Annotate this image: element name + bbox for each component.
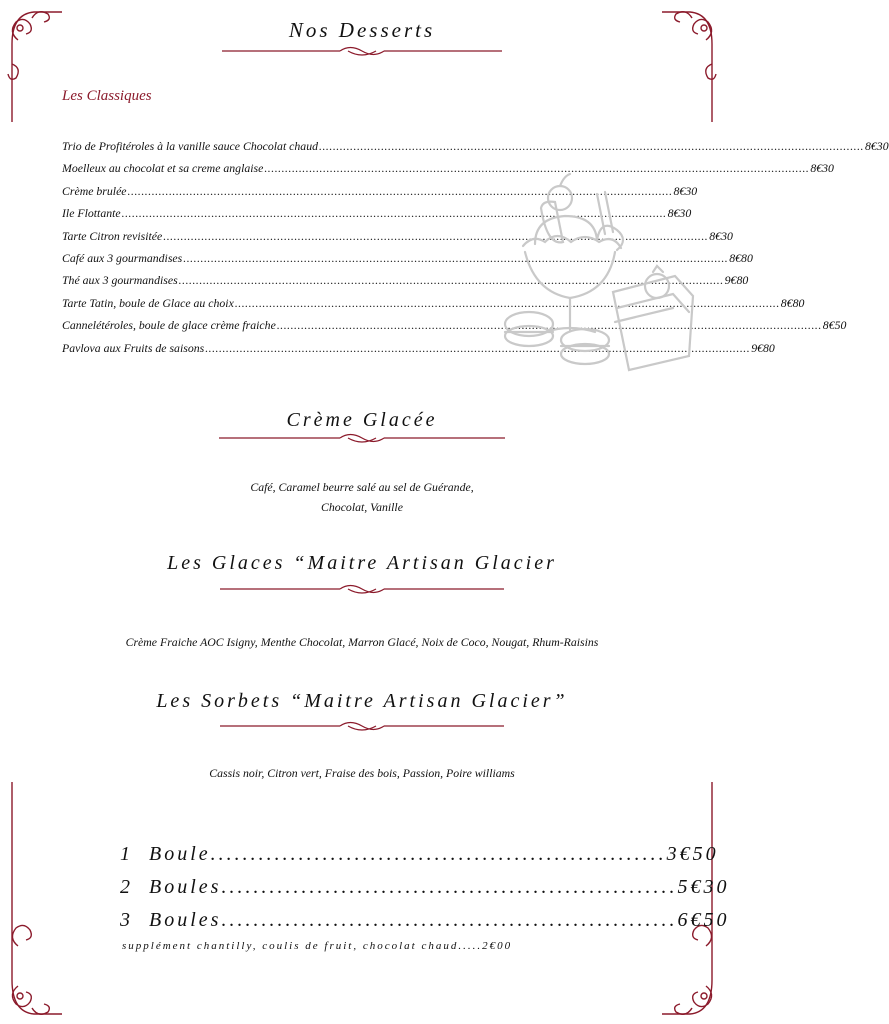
price-row: 1 Boule ......................................................... 3€50 bbox=[120, 843, 719, 865]
menu-item: Pavlova aux Fruits de saisons ..... 9€80 bbox=[62, 337, 494, 359]
sorbets-flavors: Cassis noir, Citron vert, Fraise des bois, Passion, Poire williams bbox=[209, 766, 515, 780]
creme-glacee-divider bbox=[219, 431, 505, 445]
menu-item: Crème brulée ..... 8€30 bbox=[62, 180, 494, 202]
menu-item: Trio de Profitéroles à la vanille sauce Chocolat chaud ..... 8€30 bbox=[62, 135, 494, 157]
glaces-flavors: Crème Fraiche AOC Isigny, Menthe Chocolat, Marron Glacé, Noix de Coco, Nougat, Rhum-Raisins bbox=[125, 635, 599, 649]
price-row: 2 Boules ......................................................... 5€30 bbox=[120, 876, 730, 898]
ornament-bottom-left bbox=[4, 780, 64, 1020]
page-title: Nos Desserts bbox=[288, 18, 436, 42]
supplement-note: supplément chantilly, coulis de fruit, chocolat chaud.....2€00 bbox=[122, 940, 513, 952]
sorbets-divider bbox=[220, 719, 504, 733]
menu-item: Café aux 3 gourmandises ..... 8€80 bbox=[62, 247, 494, 269]
section-title-glaces: Les Glaces “Maitre Artisan Glacier bbox=[167, 552, 557, 574]
creme-glacee-flavors-2: Chocolat, Vanille bbox=[321, 500, 403, 514]
section-title-creme-glacee: Crème Glacée bbox=[286, 409, 438, 431]
section-title-sorbets: Les Sorbets “Maitre Artisan Glacier” bbox=[156, 690, 568, 712]
menu-item: Cannelétéroles, boule de glace crème fraiche ..... 8€50 bbox=[62, 314, 494, 336]
menu-item: Ile Flottante ..... 8€30 bbox=[62, 202, 494, 224]
section-label-classiques: Les Classiques bbox=[62, 88, 152, 104]
glaces-divider bbox=[220, 582, 504, 596]
dessert-illustration bbox=[505, 172, 695, 377]
menu-item: Thé aux 3 gourmandises ..... 9€80 bbox=[62, 269, 494, 291]
title-divider bbox=[222, 44, 502, 58]
menu-item: Tarte Citron revisitée ..... 8€30 bbox=[62, 225, 494, 247]
price-row: 3 Boules ......................................................... 6€50 bbox=[120, 909, 730, 931]
classiques-list bbox=[62, 135, 889, 359]
menu-item: Moelleux au chocolat et sa creme anglaise ..... 8€30 bbox=[62, 157, 494, 179]
menu-item: Tarte Tatin, boule de Glace au choix ..... 8€80 bbox=[62, 292, 494, 314]
creme-glacee-flavors-1: Café, Caramel beurre salé au sel de Guérande, bbox=[250, 480, 474, 494]
ornament-bottom-right bbox=[660, 780, 720, 1020]
